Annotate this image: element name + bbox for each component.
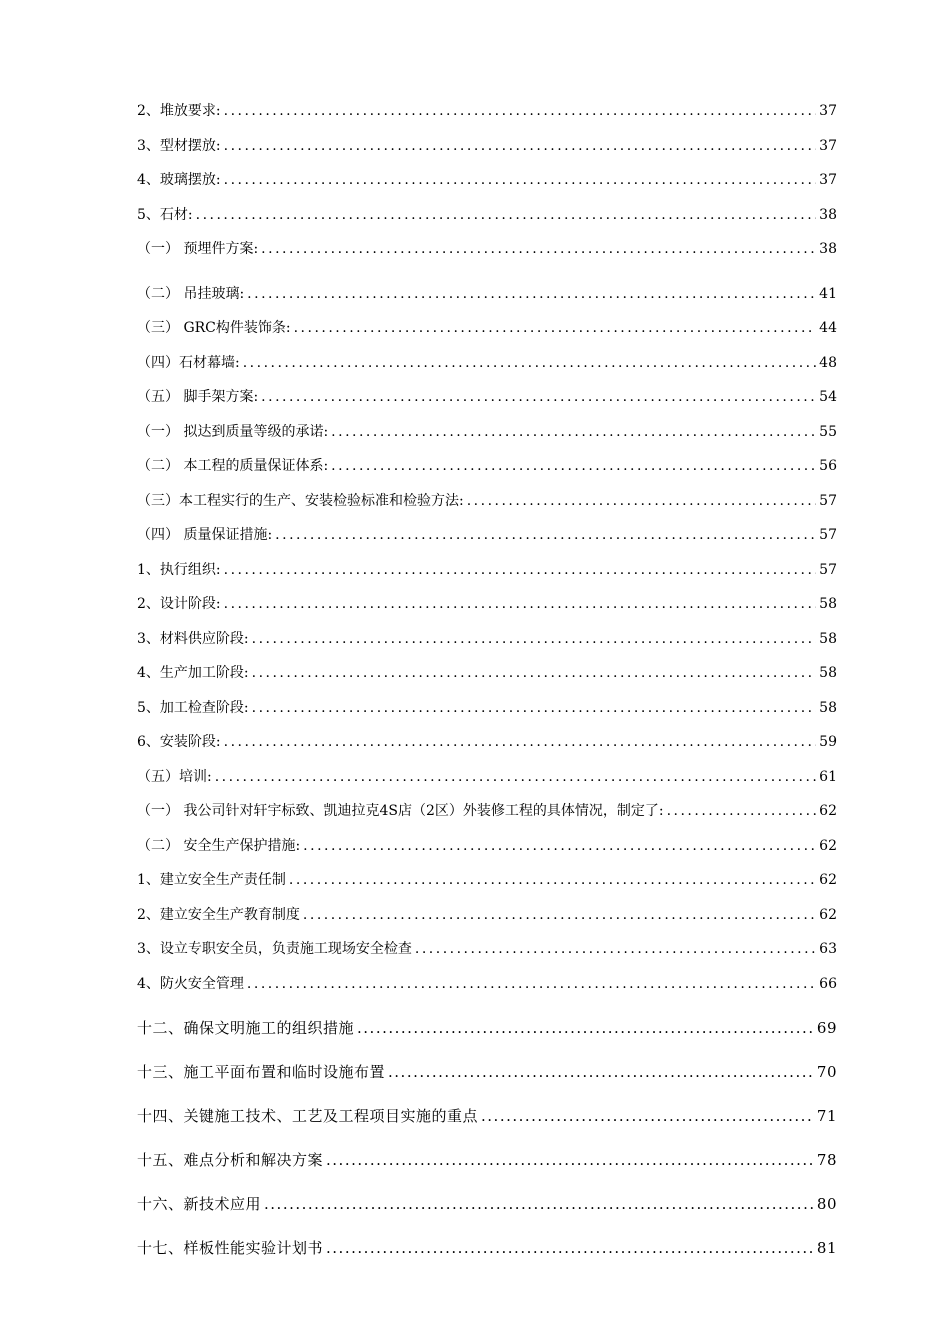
toc-entry-label: （四）石材幕墙:	[137, 354, 240, 371]
toc-page-number: 62	[819, 837, 837, 854]
toc-entry-label: 5、石材:	[137, 206, 193, 223]
toc-entry-label: （一） 我公司针对轩宇标致、凯迪拉克4S店（2区）外装修工程的具体情况，制定了:	[137, 803, 664, 819]
toc-leader-dots	[275, 527, 816, 543]
toc-entry-label: （二） 安全生产保护措施:	[137, 837, 301, 854]
toc-entry-label: 十三、施工平面布置和临时设施布置	[137, 1063, 386, 1081]
toc-page-number: 59	[819, 734, 837, 750]
toc-leader-dots	[415, 941, 816, 957]
toc-entry-label: 3、型材摆放:	[137, 137, 221, 154]
toc-entry[interactable]	[137, 938, 837, 973]
toc-leader-dots	[326, 1151, 814, 1169]
toc-page-number: 58	[819, 699, 837, 716]
toc-leader-dots	[289, 872, 816, 888]
toc-page-number: 81	[816, 1239, 837, 1257]
toc-leader-dots	[261, 241, 816, 257]
toc-entry[interactable]	[137, 455, 837, 490]
toc-entry[interactable]	[137, 524, 837, 559]
toc-page-number: 37	[819, 172, 837, 188]
toc-page-number: 58	[819, 630, 837, 647]
toc-leader-dots	[252, 631, 816, 647]
toc-leader-dots	[264, 1195, 814, 1213]
toc-entry-label: （一） 拟达到质量等级的承诺:	[137, 423, 329, 440]
toc-entry[interactable]	[137, 766, 837, 801]
toc-entry[interactable]	[137, 697, 837, 732]
toc-entry-label: 十二、确保文明施工的组织措施	[137, 1019, 355, 1037]
toc-entry[interactable]	[137, 204, 837, 239]
toc-leader-dots	[224, 734, 816, 750]
toc-entry[interactable]	[137, 490, 837, 525]
toc-leader-dots	[261, 389, 816, 405]
toc-page-number: 55	[819, 423, 837, 440]
toc-leader-dots	[331, 424, 816, 440]
toc-entry-label: （二） 本工程的质量保证体系:	[137, 458, 329, 474]
toc-leader-dots	[224, 103, 816, 119]
toc-leader-dots	[247, 976, 816, 992]
toc-entry-label: 2、设计阶段:	[137, 596, 221, 612]
toc-leader-dots	[303, 838, 816, 854]
toc-leader-dots	[243, 355, 816, 371]
toc-entry-label: 2、建立安全生产教育制度	[137, 906, 300, 923]
toc-entry-label: 4、防火安全管理	[137, 975, 244, 992]
toc-entry-label: 3、材料供应阶段:	[137, 630, 249, 647]
toc-page-number: 71	[816, 1107, 837, 1125]
toc-leader-dots	[224, 138, 816, 154]
toc-page-number: 38	[819, 206, 837, 223]
toc-leader-dots	[388, 1063, 814, 1081]
toc-chapter-entry[interactable]	[137, 1105, 837, 1149]
toc-entry-label: 2、堆放要求:	[137, 103, 221, 119]
toc-entry-label: （四） 质量保证措施:	[137, 527, 273, 543]
table-of-contents	[137, 100, 837, 1281]
toc-entry[interactable]	[137, 421, 837, 456]
toc-leader-dots	[224, 562, 816, 578]
toc-chapter-entry[interactable]	[137, 1149, 837, 1193]
toc-entry-label: （二） 吊挂玻璃:	[137, 285, 245, 302]
toc-leader-dots	[326, 1239, 814, 1257]
toc-page-number: 66	[819, 975, 837, 992]
toc-page-number: 54	[819, 389, 837, 405]
toc-leader-dots	[331, 458, 816, 474]
toc-page-number: 38	[819, 241, 837, 257]
toc-page-number: 37	[819, 137, 837, 154]
toc-entry-label: 十四、关键施工技术、工艺及工程项目实施的重点	[137, 1107, 479, 1125]
toc-entry[interactable]	[137, 662, 837, 697]
toc-page-number: 78	[816, 1151, 837, 1169]
toc-leader-dots	[215, 769, 816, 785]
toc-page-number: 62	[819, 872, 837, 888]
toc-leader-dots	[247, 286, 816, 302]
toc-leader-dots	[294, 320, 816, 336]
toc-page-number: 62	[819, 803, 837, 819]
toc-page-number: 69	[816, 1019, 837, 1037]
toc-page-number: 63	[819, 941, 837, 957]
toc-page-number: 57	[819, 561, 837, 578]
toc-entry[interactable]	[137, 238, 837, 273]
toc-page-number: 61	[819, 768, 837, 785]
toc-page-number: 44	[819, 320, 837, 336]
toc-entry-label: （三） GRC构件装饰条:	[137, 320, 291, 336]
toc-entry[interactable]	[137, 731, 837, 766]
toc-entry[interactable]	[137, 904, 837, 939]
toc-entry-label: （五）培训:	[137, 768, 212, 785]
toc-leader-dots	[252, 665, 816, 681]
toc-page-number: 56	[819, 458, 837, 474]
toc-entry[interactable]	[137, 135, 837, 170]
toc-chapter-entry[interactable]	[137, 1237, 837, 1281]
toc-chapter-entry[interactable]	[137, 1017, 837, 1061]
toc-leader-dots	[303, 907, 816, 923]
toc-entry[interactable]	[137, 317, 837, 352]
toc-chapter-entry[interactable]	[137, 1061, 837, 1105]
toc-entry[interactable]	[137, 352, 837, 387]
toc-leader-dots	[196, 207, 816, 223]
toc-page-number: 62	[819, 906, 837, 923]
toc-leader-dots	[252, 700, 816, 716]
toc-leader-dots	[467, 493, 816, 509]
toc-page-number: 37	[819, 103, 837, 119]
toc-entry-label: （五） 脚手架方案:	[137, 389, 259, 405]
toc-page-number: 80	[816, 1195, 837, 1213]
toc-entry-label: 4、玻璃摆放:	[137, 172, 221, 188]
toc-entry-label: 3、设立专职安全员，负责施工现场安全检查	[137, 941, 412, 957]
toc-entry-label: 4、生产加工阶段:	[137, 665, 249, 681]
toc-entry-label: 十六、新技术应用	[137, 1195, 262, 1213]
toc-page-number: 57	[819, 527, 837, 543]
toc-entry-label: 1、建立安全生产责任制	[137, 872, 286, 888]
toc-entry-label: 十七、样板性能实验计划书	[137, 1239, 324, 1257]
toc-entry-label: （三）本工程实行的生产、安装检验标准和检验方法:	[137, 492, 464, 509]
toc-entry[interactable]	[137, 386, 837, 421]
toc-entry[interactable]	[137, 559, 837, 594]
toc-leader-dots	[224, 172, 816, 188]
toc-chapter-entry[interactable]	[137, 1193, 837, 1237]
toc-leader-dots	[357, 1019, 814, 1037]
toc-entry[interactable]	[137, 869, 837, 904]
toc-leader-dots	[481, 1107, 814, 1125]
toc-entry[interactable]	[137, 283, 837, 318]
toc-entry[interactable]	[137, 100, 837, 135]
toc-entry-label: 6、安装阶段:	[137, 734, 221, 750]
toc-entry-label: 5、加工检查阶段:	[137, 699, 249, 716]
toc-entry[interactable]	[137, 973, 837, 1008]
toc-entry[interactable]	[137, 169, 837, 204]
toc-entry-label: 十五、难点分析和解决方案	[137, 1151, 324, 1169]
toc-entry[interactable]	[137, 835, 837, 870]
toc-page-number: 58	[819, 665, 837, 681]
toc-leader-dots	[224, 596, 816, 612]
toc-page-number: 70	[816, 1063, 837, 1081]
toc-leader-dots	[667, 803, 816, 819]
toc-page-number: 58	[819, 596, 837, 612]
toc-page-number: 48	[819, 354, 837, 371]
toc-entry[interactable]	[137, 593, 837, 628]
toc-page-number: 41	[819, 285, 837, 302]
toc-page-number: 57	[819, 492, 837, 509]
toc-entry[interactable]	[137, 800, 837, 835]
toc-entry-label: （一） 预埋件方案:	[137, 241, 259, 257]
toc-entry[interactable]	[137, 628, 837, 663]
toc-entry-label: 1、执行组织:	[137, 561, 221, 578]
